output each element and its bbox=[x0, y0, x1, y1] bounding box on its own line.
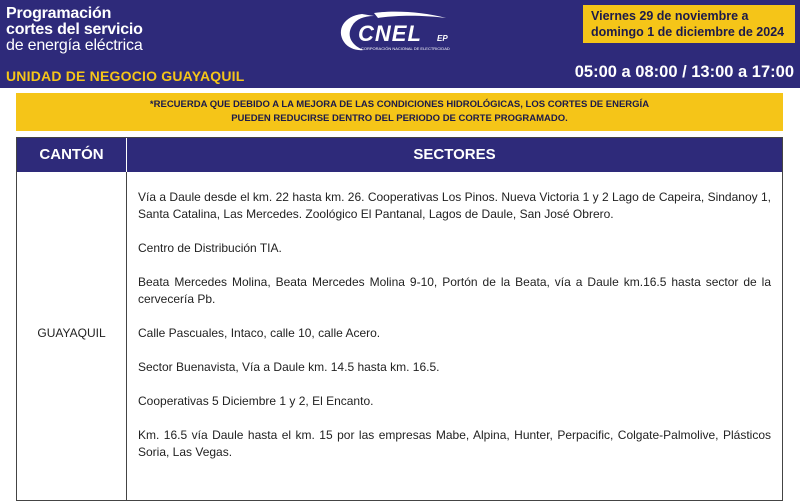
title-line-2: cortes del servicio bbox=[6, 21, 143, 38]
notice-banner bbox=[16, 93, 783, 131]
sector-item: Centro de Distribución TIA. bbox=[138, 241, 282, 255]
cnel-logo bbox=[334, 8, 474, 58]
title-line-3: de energía eléctrica bbox=[6, 37, 143, 54]
page-title bbox=[6, 6, 143, 54]
sector-item: Calle Pascuales, Intaco, calle 10, calle Acero. bbox=[138, 326, 381, 340]
canton-cell bbox=[17, 172, 127, 500]
column-header-sectores: SECTORES bbox=[413, 146, 496, 163]
date-range-line-2: domingo 1 de diciembre de 2024 bbox=[591, 25, 785, 39]
notice-line-2: PUEDEN REDUCIRSE DENTRO DEL PERIODO DE CORTE PROGRAMADO. bbox=[231, 113, 568, 124]
date-range-line-1: Viernes 29 de noviembre a bbox=[591, 9, 749, 23]
logo-wordmark: CNEL bbox=[358, 21, 422, 46]
title-line-1: Programación bbox=[6, 5, 112, 22]
logo-suffix: EP bbox=[437, 34, 448, 43]
date-range-box bbox=[583, 5, 795, 43]
table-row bbox=[17, 172, 782, 500]
notice-line-1: *RECUERDA QUE DEBIDO A LA MEJORA DE LAS CONDICIONES HIDROLÓGICAS, LOS CORTES DE ENERGÍA bbox=[149, 99, 650, 110]
column-header-canton: CANTÓN bbox=[17, 138, 127, 172]
sectores-cell bbox=[127, 172, 782, 500]
sector-item: Cooperativas 5 Diciembre 1 y 2, El Encanto. bbox=[138, 394, 374, 408]
header-banner bbox=[0, 0, 800, 88]
cnel-logo-icon bbox=[334, 8, 474, 58]
sector-item: Beata Mercedes Molina, Beata Mercedes Molina 9-10, Portón de la Beata, vía a Daule km.16.5 hasta sector de la cervecería Pb. bbox=[138, 275, 771, 306]
outage-table bbox=[16, 137, 783, 501]
table-header bbox=[17, 138, 782, 172]
canton-name: GUAYAQUIL bbox=[37, 326, 106, 340]
sector-item: Km. 16.5 vía Daule hasta el km. 15 por las empresas Mabe, Alpina, Hunter, Perpacific, Colgate-Palmolive, Plásticos Soria, Las Vegas. bbox=[138, 428, 771, 459]
logo-subtitle: CORPORACIÓN NACIONAL DE ELECTRICIDAD bbox=[361, 46, 450, 51]
sector-item: Sector Buenavista, Vía a Daule km. 14.5 hasta km. 16.5. bbox=[138, 360, 440, 374]
schedule-hours: 05:00 a 08:00 / 13:00 a 17:00 bbox=[574, 63, 794, 81]
sector-item: Vía a Daule desde el km. 22 hasta km. 26. Cooperativas Los Pinos. Nueva Victoria 1 y 2 Lago de Capeira, Sindanoy 1, Santa Catalina, Las Mercedes. Zoológico El Pantanal, Lagos de Daule, San José Obrero. bbox=[138, 190, 771, 221]
business-unit-label: UNIDAD DE NEGOCIO GUAYAQUIL bbox=[6, 68, 245, 84]
